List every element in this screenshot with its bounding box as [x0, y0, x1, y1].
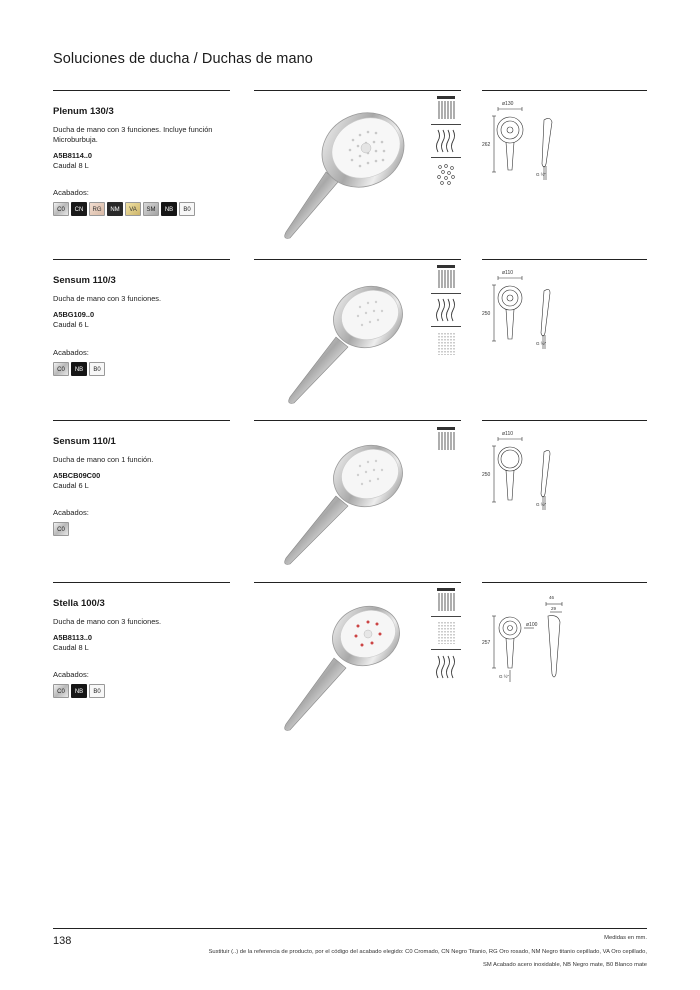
finish-codes-note: Sustituir (..) de la referencia de producto, por el código del acabado elegido: C0 Cromado, CN Negro Titanio, RG Oro rosado, NM Negro titanio cepillado, VA Oro cepillado,	[208, 949, 647, 955]
finishes-label: Acabados:	[53, 508, 89, 517]
finish-swatch-nm[interactable]: NM	[107, 202, 123, 216]
finish-swatch-nb[interactable]: NB	[71, 362, 87, 376]
spray-functions	[431, 92, 461, 191]
product-name: Sensum 110/3	[53, 275, 116, 286]
length-label: 257	[482, 640, 491, 646]
divider	[482, 90, 647, 91]
product-flow: Caudal 6 L	[53, 481, 89, 490]
divider	[482, 420, 647, 421]
page-title: Soluciones de ducha / Duchas de mano	[53, 51, 313, 67]
divider	[53, 420, 230, 421]
page-number: 138	[53, 935, 72, 947]
finish-swatches	[53, 202, 195, 216]
product-name: Stella 100/3	[53, 598, 105, 609]
finishes-label: Acabados:	[53, 188, 89, 197]
length-label: 250	[482, 311, 491, 317]
finish-swatch-b0[interactable]: B0	[89, 362, 105, 376]
massage-spray-icon	[431, 125, 461, 158]
divider	[254, 259, 461, 260]
product-description: Ducha de mano con 1 función.	[53, 455, 154, 464]
finishes-label: Acabados:	[53, 348, 89, 357]
rain-spray-icon	[431, 92, 461, 125]
divider	[254, 90, 461, 91]
finish-swatch-b0[interactable]: B0	[179, 202, 195, 216]
product-description: Ducha de mano con 3 funciones.	[53, 294, 162, 303]
product-description: Ducha de mano con 3 funciones.	[53, 617, 162, 626]
shower-head-photo	[268, 269, 428, 419]
product-name: Sensum 110/1	[53, 436, 116, 447]
finish-swatch-va[interactable]: VA	[125, 202, 141, 216]
finish-swatch-c0[interactable]: C0	[53, 684, 69, 698]
thickness-label: 29	[551, 606, 557, 611]
divider	[53, 90, 230, 91]
finish-swatch-nb[interactable]: NB	[161, 202, 177, 216]
shower-head-photo	[268, 100, 428, 250]
microbubble-spray-icon	[431, 158, 461, 191]
finish-swatches	[53, 362, 105, 376]
divider	[254, 582, 461, 583]
fine-spray-icon	[431, 327, 461, 360]
finish-codes-note: SM Acabado acero inoxidable, NB Negro mate, B0 Blanco mate	[482, 962, 647, 968]
product-flow: Caudal 8 L	[53, 161, 89, 170]
diameter-label: ø130	[502, 101, 514, 107]
divider	[482, 582, 647, 583]
divider	[53, 582, 230, 583]
length-label: 250	[482, 472, 491, 478]
footer-divider	[53, 928, 647, 929]
connection-label: G ½"	[536, 502, 547, 507]
technical-drawing	[482, 263, 602, 363]
connection-label: G ½"	[536, 172, 547, 177]
product-info	[53, 436, 233, 491]
finishes-label: Acabados:	[53, 670, 89, 679]
finish-swatch-c0[interactable]: C0	[53, 522, 69, 536]
connection-label: G ½"	[499, 674, 510, 679]
product-name: Plenum 130/3	[53, 106, 114, 117]
length-label: 262	[482, 142, 491, 148]
fine-spray-icon	[431, 617, 461, 650]
divider	[53, 259, 230, 260]
shower-head-photo	[268, 592, 428, 742]
finish-swatch-nb[interactable]: NB	[71, 684, 87, 698]
thickness-label: 46	[549, 595, 555, 600]
rain-spray-icon	[431, 584, 461, 617]
product-info	[53, 598, 233, 653]
finish-swatch-b0[interactable]: B0	[89, 684, 105, 698]
technical-drawing	[482, 424, 602, 524]
divider	[254, 420, 461, 421]
finish-swatch-cn[interactable]: CN	[71, 202, 87, 216]
product-sensum-110-3	[53, 259, 647, 421]
connection-label: G ½"	[536, 341, 547, 346]
product-reference: A5BCB09C00	[53, 471, 101, 480]
product-info	[53, 275, 233, 330]
divider	[482, 259, 647, 260]
technical-drawing	[482, 586, 602, 686]
technical-drawing	[482, 94, 602, 194]
finish-swatch-rg[interactable]: RG	[89, 202, 105, 216]
shower-head-photo	[268, 430, 428, 580]
diameter-label: ø110	[502, 270, 514, 276]
product-flow: Caudal 8 L	[53, 643, 89, 652]
units-note: Medidas en mm.	[604, 935, 647, 941]
massage-spray-icon	[431, 294, 461, 327]
product-plenum-130-3	[53, 90, 647, 252]
product-reference: A5B8113..0	[53, 633, 93, 642]
spray-functions	[431, 261, 461, 360]
product-stella-100-3	[53, 582, 647, 744]
spray-functions	[431, 422, 461, 455]
finish-swatch-c0[interactable]: C0	[53, 202, 69, 216]
finish-swatches	[53, 684, 105, 698]
diameter-label: ø110	[502, 431, 514, 437]
product-description: Ducha de mano con 3 funciones. Incluye función Microburbuja.	[53, 125, 213, 144]
spray-functions	[431, 584, 461, 683]
rain-spray-icon	[431, 261, 461, 294]
finish-swatch-c0[interactable]: C0	[53, 362, 69, 376]
rain-spray-icon	[431, 422, 461, 455]
product-flow: Caudal 6 L	[53, 320, 89, 329]
product-reference: A5BG109..0	[53, 310, 95, 319]
product-sensum-110-1	[53, 420, 647, 582]
finish-swatch-sm[interactable]: SM	[143, 202, 159, 216]
finish-swatches	[53, 522, 69, 536]
diameter-label: ø100	[526, 622, 538, 628]
product-info	[53, 106, 233, 171]
product-reference: A5B8114..0	[53, 151, 93, 160]
massage-spray-icon	[431, 650, 461, 683]
